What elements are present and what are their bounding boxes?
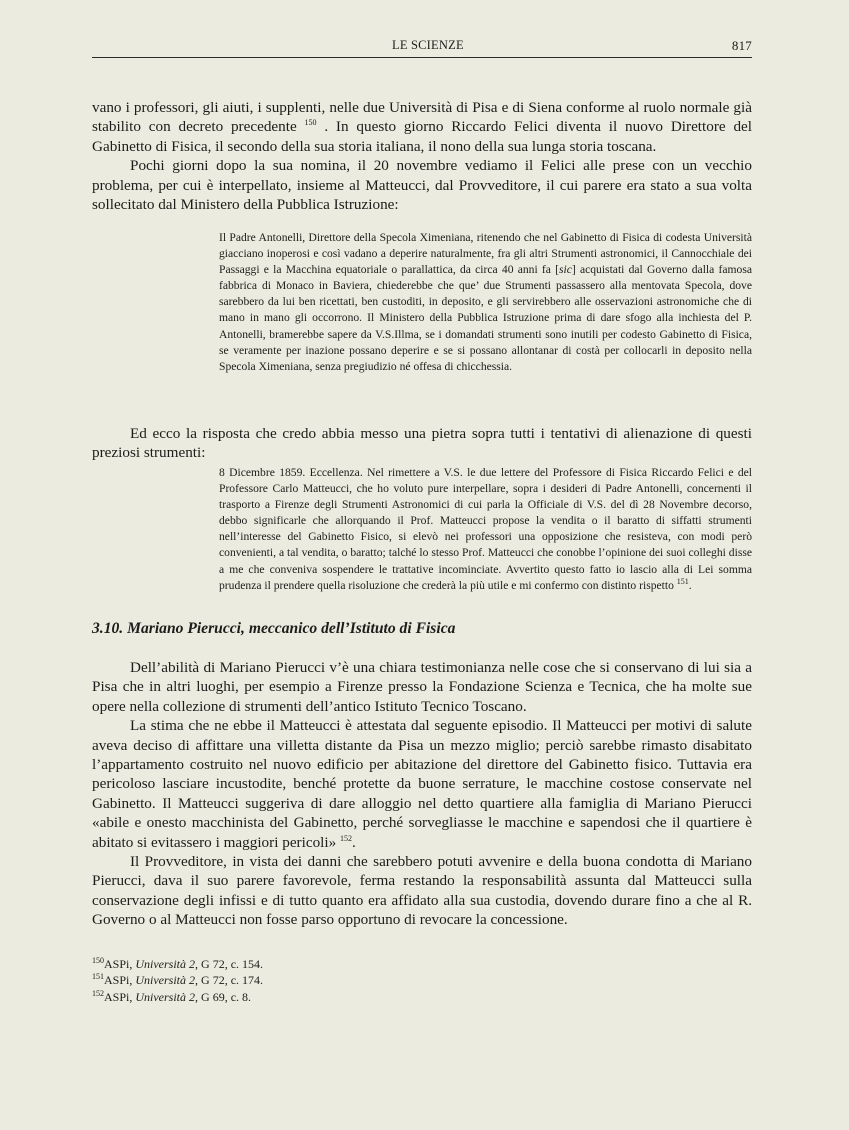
running-header (92, 38, 752, 58)
paragraph-2: Pochi giorni dopo la sua nomina, il 20 novembre vediamo il Felici alle prese con un vecchio problema, per cui è interpellato, insieme al Matteucci, dal Provveditore, il cui parere era stato a sua volta sollecitato dal Ministero della Pubblica Istruzione: (92, 157, 752, 214)
footnote-ref-151[interactable]: 151 (676, 576, 689, 586)
footnote: $^{151}$ASPi, Università 2, G 72, c. 174. (92, 972, 264, 988)
footnotes (92, 956, 492, 1005)
footnote-ref-150[interactable]: 150 (304, 118, 317, 128)
paragraph-1: vano i professori, gli aiuti, i supplenti, nelle due Università di Pisa e di Siena conforme al ruolo normale già stabilito con decreto precedente $^{150}$ . In questo giorno Riccardo Felici diventa il nuovo Direttore del Gabinetto di Fisica, il secondo della sua storia italiana, il nono della sua lunga storia toscana. (92, 99, 752, 155)
block-quote-1: Il Padre Antonelli, Direttore della Specola Ximeniana, ritenendo che nel Gabinetto di Fisica di codesta Università giacciano inoperosi e così vadano a deperire naturalmente, fra gli altri Strumenti astronomici, il Cannocchiale dei Passaggi e la Macchina equatoriale o parallattica, da circa 40 anni fa [sic] acquistati dal Governo dalla famosa fabbrica di Monaco in Baviera, chiederebbe che que’ due Strumenti passassero alla mentovata Specola, dove sarebbero da lui ben ricettati, ben custoditi, in deposito, e gli servirebbero alle osservazioni astronomiche che di mano in mano gli occorrono. Il Ministero della Pubblica Istruzione prima di dare sfogo alla inchiesta del P. Antonelli, bramerebbe sapere da V.S.Illma, se i domandati strumenti sono inutili per codesto Gabinetto di Fisica, se veramente per inazione possano deperire e se si possano allontanar di costà per collocarli in deposito nella Specola Ximeniana, senza pregiudizio né offesa di chicchessia. (219, 231, 752, 373)
body-block-2 (92, 424, 752, 463)
footnote-ref-152[interactable]: 152 (340, 833, 352, 843)
paragraph-6: Il Provveditore, in vista dei danni che sarebbero potuti avvenire e della buona condotta di Mariano Pierucci, dava il suo parere favorevole, ferma restando la responsabilità assunta dal Matteucci sulla conservazione degli infissi e di tutto quanto era affidato alla sua custodia, dovendo durare fino a che al R. Governo o al Matteucci non fosse parso opportuno di revocare la concessione. (92, 853, 752, 929)
running-title: LE SCIENZE (392, 38, 464, 52)
block-quote-2: 8 Dicembre 1859. Eccellenza. Nel rimettere a V.S. le due lettere del Professore di Fisica Riccardo Felici e del Professore Carlo Matteucci, che ho voluto pure interpellare, sopra i desideri di Padre Antonelli, concernenti il trasporto a Firenze degli Strumenti Astronomici di cui parla la Officiale di V.S. del dì 28 Novembre decorso, debbo significarle che allorquando il Prof. Matteucci propose la vendita o il baratto di siffatti strumenti nell’interesse del Gabinetto Fisico, si elevò nei professori una opposizione che resisteva, con modi però convenienti, a tal vendita, o baratto; talché lo stesso Prof. Matteucci che conobbe l’opinione dei suoi colleghi disse a me che conveniva sospendere le trattative incominciate. Avvertito questo fatto io lascio alla di Lei somma prudenza il prendere quella risoluzione che crederà la più utile e mi confermo con distinto rispetto $^{151}$. (219, 466, 752, 592)
header-rule (92, 57, 752, 58)
body-block-3 (92, 658, 752, 930)
paragraph-4: Dell’abilità di Mariano Pierucci v’è una chiara testimonianza nelle cose che si conservano di lui sia a Pisa che in altri luoghi, per esempio a Firenze presso la Fondazione Scienza e Tecnica, che ha molte sue opere nella collezione di strumenti dell’antico Istituto Tecnico Toscano. (92, 659, 752, 715)
section-number: 3.10. (92, 620, 124, 637)
paragraph-3: Ed ecco la risposta che credo abbia messo una pietra sopra tutti i tentativi di alienazione di questi preziosi strumenti: (92, 425, 752, 462)
sic-mark: sic (558, 263, 572, 277)
paragraph-5: La stima che ne ebbe il Matteucci è attestata dal seguente episodio. Il Matteucci per motivi di salute aveva deciso di affittare una villetta distante da Pisa un mezzo miglio; perciò sarebbe rimasto disabitato l’appartamento costruito nel nuovo edificio per abitazione del direttore del Gabinetto fisico. Tuttavia era pericoloso lasciare incustodite, benché protette da buone serrature, le macchine costose conservate nel Gabinetto. Il Matteucci suggeriva di dare alloggio nel detto quartiere alla famiglia di Mariano Pierucci «abile e onesto macchinista del Gabinetto, perché sorvegliasse le macchine e sapendosi che il quartiere è abitato si evitassero i maggiori pericoli» $^{152}$. (92, 717, 752, 851)
section-title: Mariano Pierucci, meccanico dell’Istituto di Fisica (127, 620, 456, 637)
section-heading (92, 620, 752, 638)
footnote: $^{150}$ASPi, Università 2, G 72, c. 154. (92, 956, 264, 971)
page-number: 817 (731, 38, 752, 53)
body-block-1 (92, 98, 752, 214)
footnote: $^{152}$ASPi, Università 2, G 69, c. 8. (92, 988, 252, 1004)
